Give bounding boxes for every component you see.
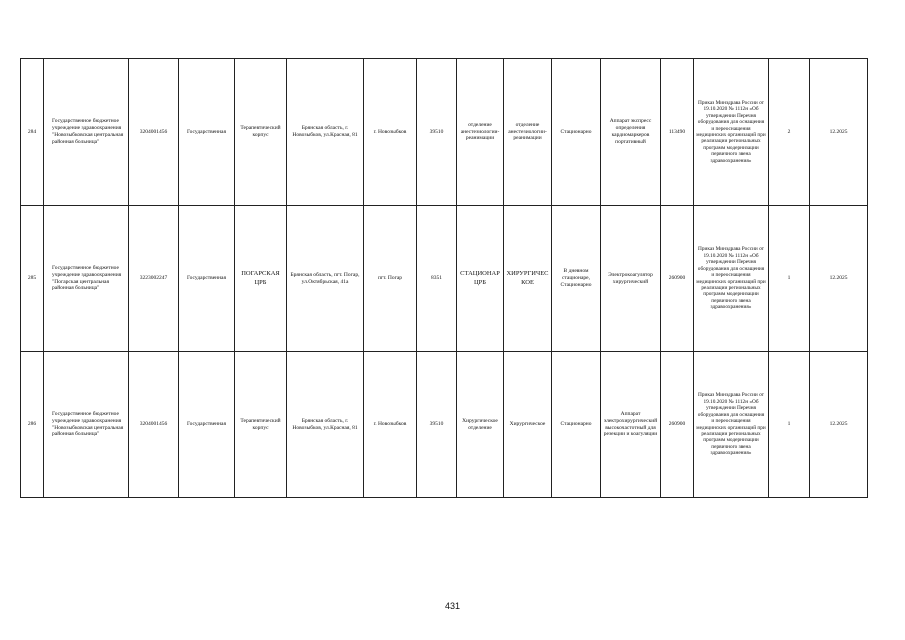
code-cell: 39510 bbox=[417, 59, 457, 206]
price-cell: 260900 bbox=[661, 352, 694, 498]
address-cell: Брянская область, пгт. Погар, ул.Октябрьская, 41а bbox=[287, 206, 364, 352]
order-reference-cell: Приказ Минздрава России от 19.10.2020 № 1112н «Об утверждении Перечня оборудования для оснащения и переоснащения медицинских организаций при реализации региональных программ модернизации первичного звена здравоохранения» bbox=[694, 352, 769, 498]
address-cell: Брянская область, г. Новозыбков, ул.Красная, 81 bbox=[287, 59, 364, 206]
equipment-cell: Аппарат электрохирургический высокочастотный для резекции и коагуляции bbox=[601, 352, 661, 498]
address-cell: Брянская область, г. Новозыбков, ул.Красная, 81 bbox=[287, 352, 364, 498]
quantity-cell: 2 bbox=[769, 59, 810, 206]
locality-cell: пгт. Погар bbox=[364, 206, 417, 352]
unit-cell: отделение анестезиологии-реанимации bbox=[504, 59, 552, 206]
price-cell: 260900 bbox=[661, 206, 694, 352]
inn-cell: 3204001456 bbox=[129, 352, 179, 498]
department-cell: отделение анестезиологии-реанимации bbox=[457, 59, 504, 206]
row-number-cell: 284 bbox=[21, 59, 44, 206]
locality-cell: г. Новозыбков bbox=[364, 352, 417, 498]
table-row bbox=[21, 206, 868, 352]
building-cell: Терапевтический корпус bbox=[235, 59, 287, 206]
care-type-cell: Стационарно bbox=[552, 59, 601, 206]
order-reference-cell: Приказ Минздрава России от 19.10.2020 № 1112н «Об утверждении Перечня оборудования для оснащения и переоснащения медицинских организаций при реализации региональных программ модернизации первичного звена здравоохранения» bbox=[694, 206, 769, 352]
building-cell: Терапевтический корпус bbox=[235, 352, 287, 498]
row-number-cell: 286 bbox=[21, 352, 44, 498]
date-cell: 12.2025 bbox=[810, 59, 868, 206]
organization-cell: Государственное бюджетное учреждение здравоохранения "Погарская центральная районная больница" bbox=[44, 206, 129, 352]
inn-cell: 3204001456 bbox=[129, 59, 179, 206]
equipment-cell: Электрокоагулятор хирургический bbox=[601, 206, 661, 352]
date-cell: 12.2025 bbox=[810, 352, 868, 498]
code-cell: 39510 bbox=[417, 352, 457, 498]
row-number-cell: 285 bbox=[21, 206, 44, 352]
quantity-cell: 1 bbox=[769, 352, 810, 498]
department-cell: СТАЦИОНАР ЦРБ bbox=[457, 206, 504, 352]
code-cell: 8351 bbox=[417, 206, 457, 352]
department-cell: Хирургическое отделение bbox=[457, 352, 504, 498]
care-type-cell: В дневном стационаре, Стационарно bbox=[552, 206, 601, 352]
table-row bbox=[21, 352, 868, 498]
unit-cell: ХИРУРГИЧЕСКОЕ bbox=[504, 206, 552, 352]
unit-cell: Хирургическое bbox=[504, 352, 552, 498]
organization-cell: Государственное бюджетное учреждение здравоохранения "Новозыбковская центральная районная больница" bbox=[44, 59, 129, 206]
page-number: 431 bbox=[444, 601, 461, 611]
locality-cell: г. Новозыбков bbox=[364, 59, 417, 206]
equipment-registry-table bbox=[20, 58, 868, 498]
equipment-cell: Аппарат экспресс определения кардиомаркеров портативный bbox=[601, 59, 661, 206]
care-type-cell: Стационарно bbox=[552, 352, 601, 498]
inn-cell: 3223002247 bbox=[129, 206, 179, 352]
price-cell: 113490 bbox=[661, 59, 694, 206]
table-row bbox=[21, 59, 868, 206]
ownership-cell: Государственная bbox=[179, 352, 235, 498]
organization-cell: Государственное бюджетное учреждение здравоохранения "Новозыбковская центральная районная больница" bbox=[44, 352, 129, 498]
quantity-cell: 1 bbox=[769, 206, 810, 352]
building-cell: ПОГАРСКАЯ ЦРБ bbox=[235, 206, 287, 352]
ownership-cell: Государственная bbox=[179, 206, 235, 352]
date-cell: 12.2025 bbox=[810, 206, 868, 352]
order-reference-cell: Приказ Минздрава России от 19.10.2020 № 1112н «Об утверждении Перечня оборудования для оснащения и переоснащения медицинских организаций при реализации региональных программ модернизации первичного звена здравоохранения» bbox=[694, 59, 769, 206]
ownership-cell: Государственная bbox=[179, 59, 235, 206]
